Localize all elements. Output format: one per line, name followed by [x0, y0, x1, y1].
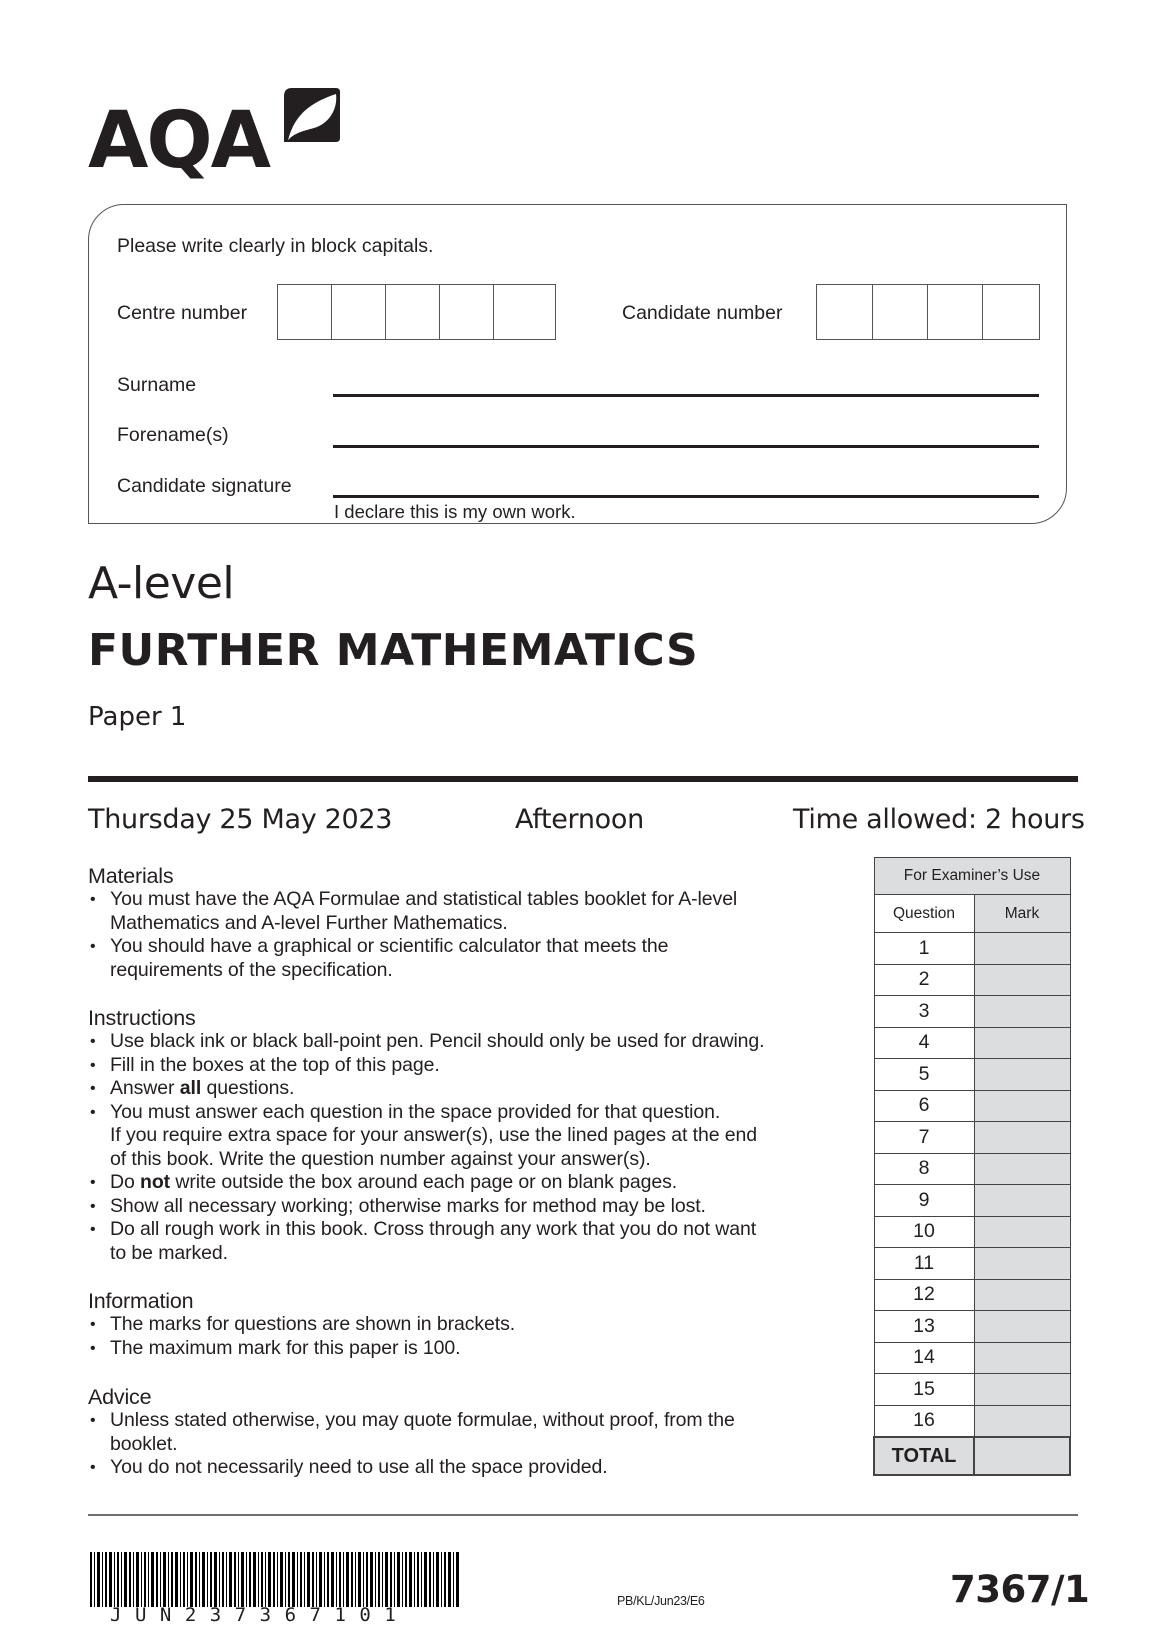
candidate-number-digit-box[interactable] [873, 285, 928, 339]
materials-section [88, 864, 868, 982]
barcode-icon [90, 1552, 460, 1607]
question-column-header: Question [874, 895, 974, 933]
surname-label: Surname [117, 374, 197, 396]
table-row [874, 964, 1070, 996]
advice-heading: Advice [88, 1385, 152, 1409]
mark-cell[interactable] [974, 1059, 1070, 1091]
mark-cell[interactable] [974, 1027, 1070, 1059]
table-row [874, 933, 1070, 965]
centre-number-digit-box[interactable] [440, 285, 494, 339]
information-heading: Information [88, 1289, 194, 1313]
aqa-logo [88, 88, 340, 186]
mark-cell[interactable] [974, 1122, 1070, 1154]
mark-cell[interactable] [974, 1153, 1070, 1185]
centre-number-digit-box[interactable] [386, 285, 440, 339]
instruction-item: • Answer all questions. [88, 1077, 868, 1101]
table-row [874, 1153, 1070, 1185]
table-row [874, 1027, 1070, 1059]
question-number: 6 [874, 1090, 974, 1122]
table-row [874, 1059, 1070, 1091]
time-allowed: Time allowed: 2 hours [793, 804, 1085, 835]
table-row [874, 1216, 1070, 1248]
leaf-square-icon [284, 88, 340, 144]
question-number: 14 [874, 1342, 974, 1374]
paper-code: 7367/1 [950, 1568, 1090, 1611]
table-row [874, 1248, 1070, 1280]
information-item: • The marks for questions are shown in brackets. [88, 1313, 868, 1337]
table-row [874, 1185, 1070, 1217]
materials-heading: Materials [88, 864, 174, 888]
block-capitals-instruction: Please write clearly in block capitals. [117, 235, 434, 257]
advice-item: • Unless stated otherwise, you may quote formulae, without proof, from the booklet. [88, 1409, 868, 1456]
instructions-heading: Instructions [88, 1006, 196, 1030]
information-section [88, 1289, 868, 1360]
materials-item: • You should have a graphical or scientific calculator that meets the requirements of the specification. [88, 935, 868, 982]
question-number: 13 [874, 1311, 974, 1343]
footer-divider [88, 1514, 1078, 1516]
mark-cell[interactable] [974, 1090, 1070, 1122]
declaration-text: I declare this is my own work. [334, 501, 576, 522]
exam-date: Thursday 25 May 2023 [88, 804, 393, 835]
table-row [874, 1122, 1070, 1154]
question-number: 5 [874, 1059, 974, 1091]
question-number: 2 [874, 964, 974, 996]
title-divider [88, 776, 1078, 782]
question-number: 7 [874, 1122, 974, 1154]
question-number: 1 [874, 933, 974, 965]
mark-cell[interactable] [974, 1185, 1070, 1217]
instruction-item: • Do all rough work in this book. Cross through any work that you do not want to be marked. [88, 1218, 868, 1265]
mark-cell[interactable] [974, 1248, 1070, 1280]
instruction-item: • Do not write outside the box around each page or on blank pages. [88, 1171, 868, 1195]
mark-cell[interactable] [974, 996, 1070, 1028]
examiner-table-title: For Examiner’s Use [874, 858, 1070, 895]
centre-number-field[interactable] [277, 284, 556, 340]
surname-field[interactable] [333, 394, 1039, 397]
table-row [874, 1279, 1070, 1311]
question-number: 12 [874, 1279, 974, 1311]
mark-column-header: Mark [974, 895, 1070, 933]
question-number: 10 [874, 1216, 974, 1248]
table-row [874, 1342, 1070, 1374]
advice-section [88, 1385, 868, 1480]
instruction-item: • Show all necessary working; otherwise marks for method may be lost. [88, 1195, 868, 1219]
materials-item: • You must have the AQA Formulae and statistical tables booklet for A-level Mathematics and A-level Further Mathematics. [88, 888, 868, 935]
mark-cell[interactable] [974, 1342, 1070, 1374]
candidate-number-digit-box[interactable] [928, 285, 983, 339]
paper-number: Paper 1 [88, 702, 187, 732]
mark-cell[interactable] [974, 1311, 1070, 1343]
candidate-number-field[interactable] [816, 284, 1040, 340]
table-row [874, 1090, 1070, 1122]
mark-cell[interactable] [974, 964, 1070, 996]
examiner-use-table [873, 857, 1071, 1476]
mark-cell[interactable] [974, 1374, 1070, 1406]
table-row [874, 1311, 1070, 1343]
centre-number-label: Centre number [117, 302, 248, 324]
barcode-text: JUN237367101 [110, 1604, 410, 1626]
advice-item: • You do not necessarily need to use all the space provided. [88, 1456, 868, 1480]
paper-reference: PB/KL/Jun23/E6 [617, 1594, 705, 1608]
logo-wordmark: AQA [88, 96, 270, 186]
question-number: 11 [874, 1248, 974, 1280]
total-label: TOTAL [874, 1437, 974, 1475]
mark-cell[interactable] [974, 1405, 1070, 1437]
centre-number-digit-box[interactable] [278, 285, 332, 339]
forenames-field[interactable] [333, 445, 1039, 448]
mark-cell[interactable] [974, 933, 1070, 965]
centre-number-digit-box[interactable] [494, 285, 551, 339]
question-number: 8 [874, 1153, 974, 1185]
information-item: • The maximum mark for this paper is 100. [88, 1337, 868, 1361]
question-number: 9 [874, 1185, 974, 1217]
instructions-section [88, 1006, 868, 1265]
question-number: 15 [874, 1374, 974, 1406]
mark-cell[interactable] [974, 1216, 1070, 1248]
signature-field[interactable] [333, 495, 1039, 498]
question-number: 4 [874, 1027, 974, 1059]
mark-cell[interactable] [974, 1279, 1070, 1311]
table-row [874, 1374, 1070, 1406]
candidate-number-label: Candidate number [622, 302, 783, 324]
total-mark-cell[interactable] [974, 1437, 1070, 1475]
question-number: 3 [874, 996, 974, 1028]
centre-number-digit-box[interactable] [332, 285, 386, 339]
forenames-label: Forename(s) [117, 424, 229, 446]
candidate-number-digit-box[interactable] [983, 285, 1038, 339]
qualification-level: A-level [88, 558, 235, 609]
instruction-item: • You must answer each question in the space provided for that question. If you require extra space for your answer(s), use the lined pages at the end of this book. Write the question number against your answer(s). [88, 1101, 868, 1172]
total-row [874, 1437, 1070, 1475]
instruction-item: • Fill in the boxes at the top of this page. [88, 1054, 868, 1078]
table-row [874, 996, 1070, 1028]
exam-session: Afternoon [515, 804, 644, 835]
signature-label: Candidate signature [117, 475, 292, 497]
question-number: 16 [874, 1405, 974, 1437]
subject-title: FURTHER MATHEMATICS [88, 625, 699, 676]
candidate-number-digit-box[interactable] [817, 285, 873, 339]
table-row [874, 1405, 1070, 1437]
instruction-item: • Use black ink or black ball-point pen. Pencil should only be used for drawing. [88, 1030, 868, 1054]
